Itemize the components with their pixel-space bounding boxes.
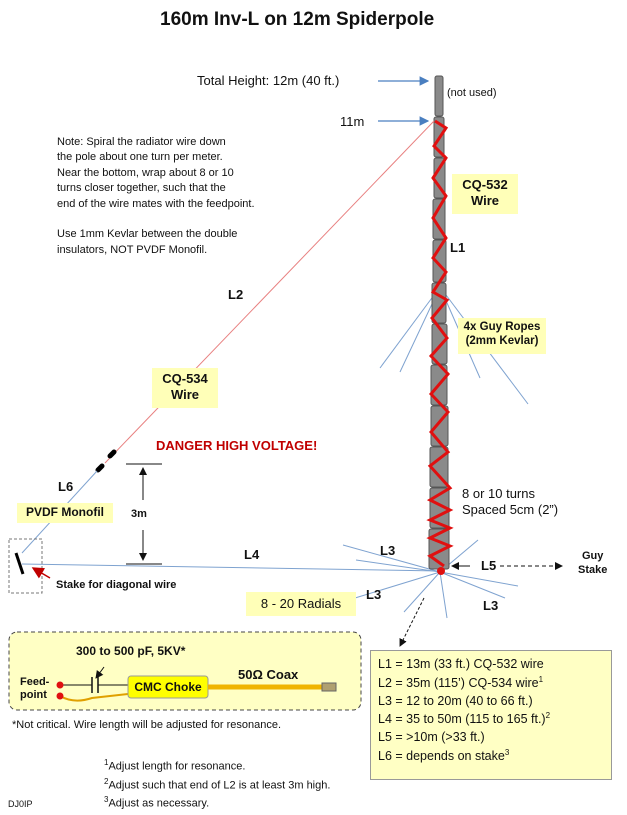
capacitor-label: 300 to 500 pF, 5KV*	[76, 644, 186, 658]
three-m-label: 3m	[131, 508, 147, 520]
l4-line	[22, 564, 440, 571]
l3-label-upper: L3	[380, 543, 396, 558]
cq532-label: CQ-532 Wire	[462, 177, 508, 209]
guy-stake-label: Guy Stake	[578, 550, 608, 576]
footnote: $^2$Adjust such that end of L2 is at least 3m high.	[104, 776, 331, 792]
page-title: 160m Inv-L on 12m Spiderpole	[160, 9, 435, 30]
legend-row: L2 = 35m (115’) CQ-534 wire$^1$	[378, 674, 544, 690]
l5-label: L5	[481, 558, 497, 573]
turns-label: 8 or 10 turns Spaced 5cm (2”)	[462, 486, 559, 518]
feedpoint-label: Feed- point	[20, 676, 50, 701]
diagonal-stake	[16, 553, 23, 574]
danger-label: DANGER HIGH VOLTAGE!	[156, 438, 318, 453]
eleven-m-label: 11m	[340, 114, 365, 129]
feedpoint-dot	[437, 567, 445, 575]
note-text: Note: Spiral the radiator wire down the pole about one turn per meter. Near the bottom, wrap about 8 or 10 turns closer together, such that the end of the wire mates with the feedpoint. Use 1mm Kevlar between the double insulators, NOT PVDF Monofil.	[57, 136, 255, 256]
guy-ropes-label: 4x Guy Ropes (2mm Kevlar)	[463, 321, 541, 348]
stake-box	[9, 539, 42, 593]
not-used-label: (not used)	[447, 87, 497, 99]
total-height-label: Total Height: 12m (40 ft.)	[197, 73, 340, 88]
legend-row: L5 = >10m (>33 ft.)	[378, 730, 485, 745]
legend-pointer	[400, 598, 424, 646]
footnote: $^1$Adjust length for resonance.	[104, 758, 246, 773]
legend-row: L4 = 35 to 50m (115 to 165 ft.)$^2$	[378, 711, 551, 727]
footnote: $^3$Adjust as necessary.	[104, 795, 210, 810]
choke-label: CMC Choke	[134, 680, 202, 694]
not-critical-note: *Not critical. Wire length will be adjusted for resonance.	[12, 719, 282, 731]
pvdf-label: PVDF Monofil	[26, 505, 104, 519]
legend-row: L1 = 13m (33 ft.) CQ-532 wire	[378, 657, 544, 671]
l6-label: L6	[58, 479, 74, 494]
l2-label: L2	[228, 287, 244, 302]
l3-label-left: L3	[366, 587, 382, 602]
legend-row: L6 = depends on stake$^3$	[378, 748, 510, 764]
legend-box	[370, 650, 612, 780]
l3-label-right: L3	[483, 598, 499, 613]
l4-label: L4	[244, 547, 260, 562]
radials-label: 8 - 20 Radials	[260, 596, 342, 611]
l1-label: L1	[450, 240, 466, 255]
footnotes	[104, 757, 330, 813]
credit: DJ0IP	[8, 799, 33, 809]
cq534-label: CQ-534 Wire	[162, 371, 208, 403]
coax-label: 50Ω Coax	[238, 667, 299, 682]
stake-diagonal-label: Stake for diagonal wire	[56, 579, 177, 591]
legend-row: L3 = 12 to 20m (40 to 66 ft.)	[378, 693, 533, 708]
insulators	[98, 452, 114, 470]
